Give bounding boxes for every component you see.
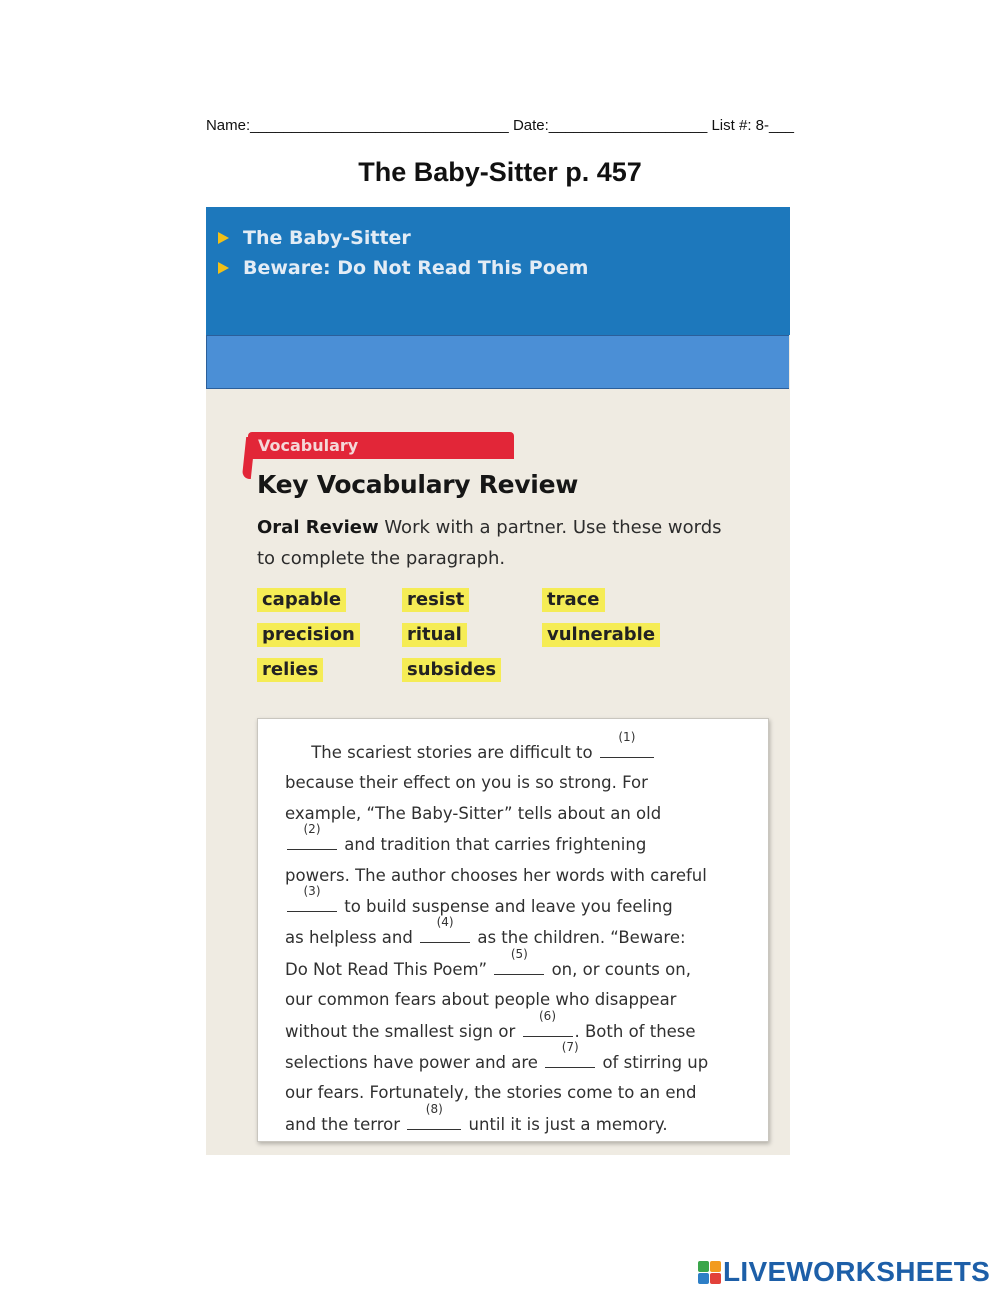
passage-line: as helpless and [285, 928, 419, 948]
passage-line: Do Not Read This Poem” [285, 959, 493, 979]
passage-line: The scariest stories are difficult to [285, 743, 598, 762]
blank-4[interactable] [420, 915, 470, 943]
list-field-label: List #: 8-___ [711, 117, 795, 134]
vocab-word-subsides: subsides [402, 658, 501, 682]
passage-line: . Both of these [574, 1021, 696, 1041]
vocab-word-relies: relies [257, 658, 323, 682]
blank-6[interactable] [523, 1008, 573, 1037]
blank-3[interactable] [287, 884, 337, 912]
section-heading: Key Vocabulary Review [257, 470, 579, 499]
passage-line: because their effect on you is so strong. For [285, 773, 648, 793]
selection-title: The Baby-Sitter [243, 227, 411, 249]
header-fields [0, 117, 1000, 134]
passage-line: on, or counts on, [546, 959, 691, 979]
brand-wordmark: LIVEWORKSHEETS [723, 1256, 991, 1287]
passage-line: of stirring up [597, 1053, 709, 1073]
oral-review-text: to complete the paragraph. [257, 548, 506, 569]
blank-number: (6) [539, 1008, 556, 1023]
vocab-word-precision: precision [257, 623, 360, 647]
vocab-word-vulnerable: vulnerable [542, 623, 660, 647]
passage-line: and tradition that carries frightening [339, 835, 647, 855]
blank-number: (4) [436, 915, 454, 930]
vocab-word-capable: capable [257, 588, 346, 612]
vocab-word-resist: resist [402, 588, 469, 612]
brand-logo [698, 1256, 990, 1288]
liveworksheets-logo-icon [698, 1261, 721, 1284]
blank-8[interactable] [407, 1101, 461, 1130]
blank-number: (5) [510, 946, 528, 961]
blank-number: (7) [561, 1040, 579, 1055]
selection-item-beware [218, 257, 588, 279]
blue-bar [206, 335, 789, 389]
blank-5[interactable] [494, 946, 544, 975]
blank-1[interactable] [600, 730, 654, 758]
vocab-word-ritual: ritual [402, 623, 467, 647]
blank-number: (3) [303, 884, 321, 899]
blank-7[interactable] [545, 1040, 595, 1068]
vocabulary-tag: Vocabulary [248, 432, 514, 459]
triangle-bullet-icon [218, 262, 229, 274]
passage-line: as the children. “Beware: [472, 928, 686, 948]
passage-line: without the smallest sign or [285, 1021, 521, 1041]
passage-line: powers. The author chooses her words with careful [285, 865, 707, 885]
date-field-label: Date:___________________ [512, 117, 708, 134]
selection-title: Beware: Do Not Read This Poem [243, 257, 589, 279]
passage-line: until it is just a memory. [463, 1114, 668, 1134]
passage-text [285, 730, 755, 1140]
selection-item-baby-sitter [218, 227, 411, 249]
textbook-panel [206, 207, 790, 1155]
passage-line: to build suspense and leave you feeling [339, 897, 673, 917]
selections-band [206, 207, 790, 335]
vocab-word-trace: trace [542, 588, 605, 612]
passage-line: and the terror [285, 1114, 406, 1134]
passage-line: our common fears about people who disappear [285, 990, 677, 1010]
oral-review-label: Oral Review [257, 517, 379, 538]
blank-number: (1) [618, 730, 636, 744]
passage-box [257, 718, 769, 1142]
page-title: The Baby-Sitter p. 457 [358, 157, 642, 187]
oral-review-instructions [257, 512, 767, 574]
name-field-label: Name:_______________________________ [205, 117, 509, 134]
passage-line: our fears. Fortunately, the stories come to an end [285, 1083, 697, 1103]
blank-2[interactable] [287, 822, 337, 850]
blank-number: (2) [303, 822, 321, 837]
passage-line: selections have power and are [285, 1053, 544, 1073]
triangle-bullet-icon [218, 232, 229, 244]
blank-number: (8) [425, 1101, 443, 1116]
passage-line: example, “The Baby-Sitter” tells about an old [285, 803, 662, 823]
oral-review-text: Work with a partner. Use these words [384, 517, 722, 538]
